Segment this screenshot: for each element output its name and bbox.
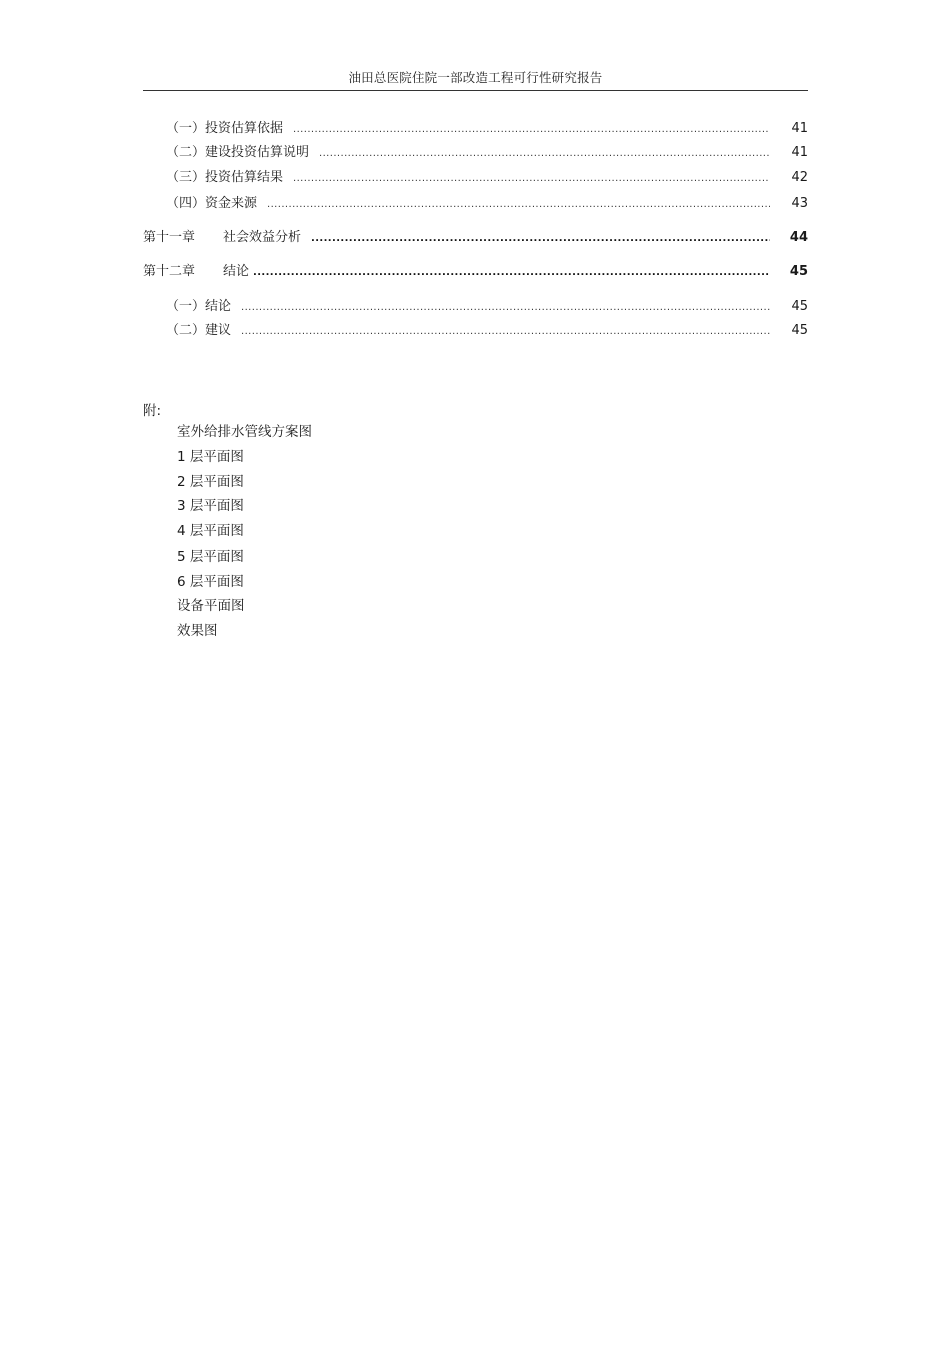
appendix-item: 5 层平面图 [177, 549, 244, 565]
toc-leader-dots [267, 197, 770, 213]
toc-entry[interactable] [166, 121, 808, 138]
page-header-title: 油田总医院住院一部改造工程可行性研究报告 [348, 70, 603, 85]
appendix-item: 效果图 [177, 623, 218, 639]
toc-leader-dots [253, 265, 770, 281]
toc-entry-label: （二）建设投资估算说明 [166, 145, 310, 160]
appendix-item: 3 层平面图 [177, 498, 244, 514]
toc-entry-label: （一）投资估算依据 [166, 121, 284, 136]
toc-chapter-12[interactable] [143, 264, 808, 281]
toc-entry-page: 41 [791, 121, 808, 136]
toc-entry[interactable] [166, 196, 808, 213]
toc-entry[interactable] [166, 170, 808, 187]
toc-chapter-label [143, 264, 253, 280]
toc-entry-label: （二）建议 [166, 323, 232, 338]
toc-leader-dots [319, 146, 770, 162]
appendix-item: 室外给排水管线方案图 [177, 424, 312, 440]
toc-entry[interactable] [166, 145, 808, 162]
toc-chapter-11[interactable] [143, 230, 808, 247]
toc-entry-label: （一）结论 [166, 299, 232, 314]
toc-entry-page: 43 [791, 196, 808, 211]
toc-chapter-page: 45 [789, 264, 808, 279]
toc-chapter-page: 44 [789, 230, 808, 245]
toc-chapter-label [143, 230, 311, 246]
appendix-item: 设备平面图 [177, 598, 245, 614]
appendix-item: 2 层平面图 [177, 474, 244, 490]
toc-entry-page: 41 [791, 145, 808, 160]
toc-leader-dots [241, 324, 770, 340]
toc-leader-dots [311, 231, 770, 247]
appendix-heading: 附: [143, 403, 162, 419]
toc-entry-page: 45 [791, 323, 808, 338]
toc-leader-dots [293, 122, 770, 138]
toc-entry-page: 45 [791, 299, 808, 314]
toc-entry-page: 42 [791, 170, 808, 185]
appendix-item: 4 层平面图 [177, 523, 244, 539]
toc-leader-dots [241, 300, 770, 316]
toc-entry[interactable] [166, 323, 808, 340]
appendix-item: 1 层平面图 [177, 449, 244, 465]
chapter-title: 结论 [223, 264, 250, 279]
toc-entry[interactable] [166, 299, 808, 316]
appendix-item: 6 层平面图 [177, 574, 244, 590]
chapter-title: 社会效益分析 [223, 230, 302, 245]
toc-leader-dots [293, 171, 770, 187]
chapter-number: 第十一章 [143, 230, 196, 245]
chapter-number: 第十二章 [143, 264, 196, 279]
toc-entry-label: （四）资金来源 [166, 196, 258, 211]
header-divider [143, 90, 808, 91]
toc-entry-label: （三）投资估算结果 [166, 170, 284, 185]
